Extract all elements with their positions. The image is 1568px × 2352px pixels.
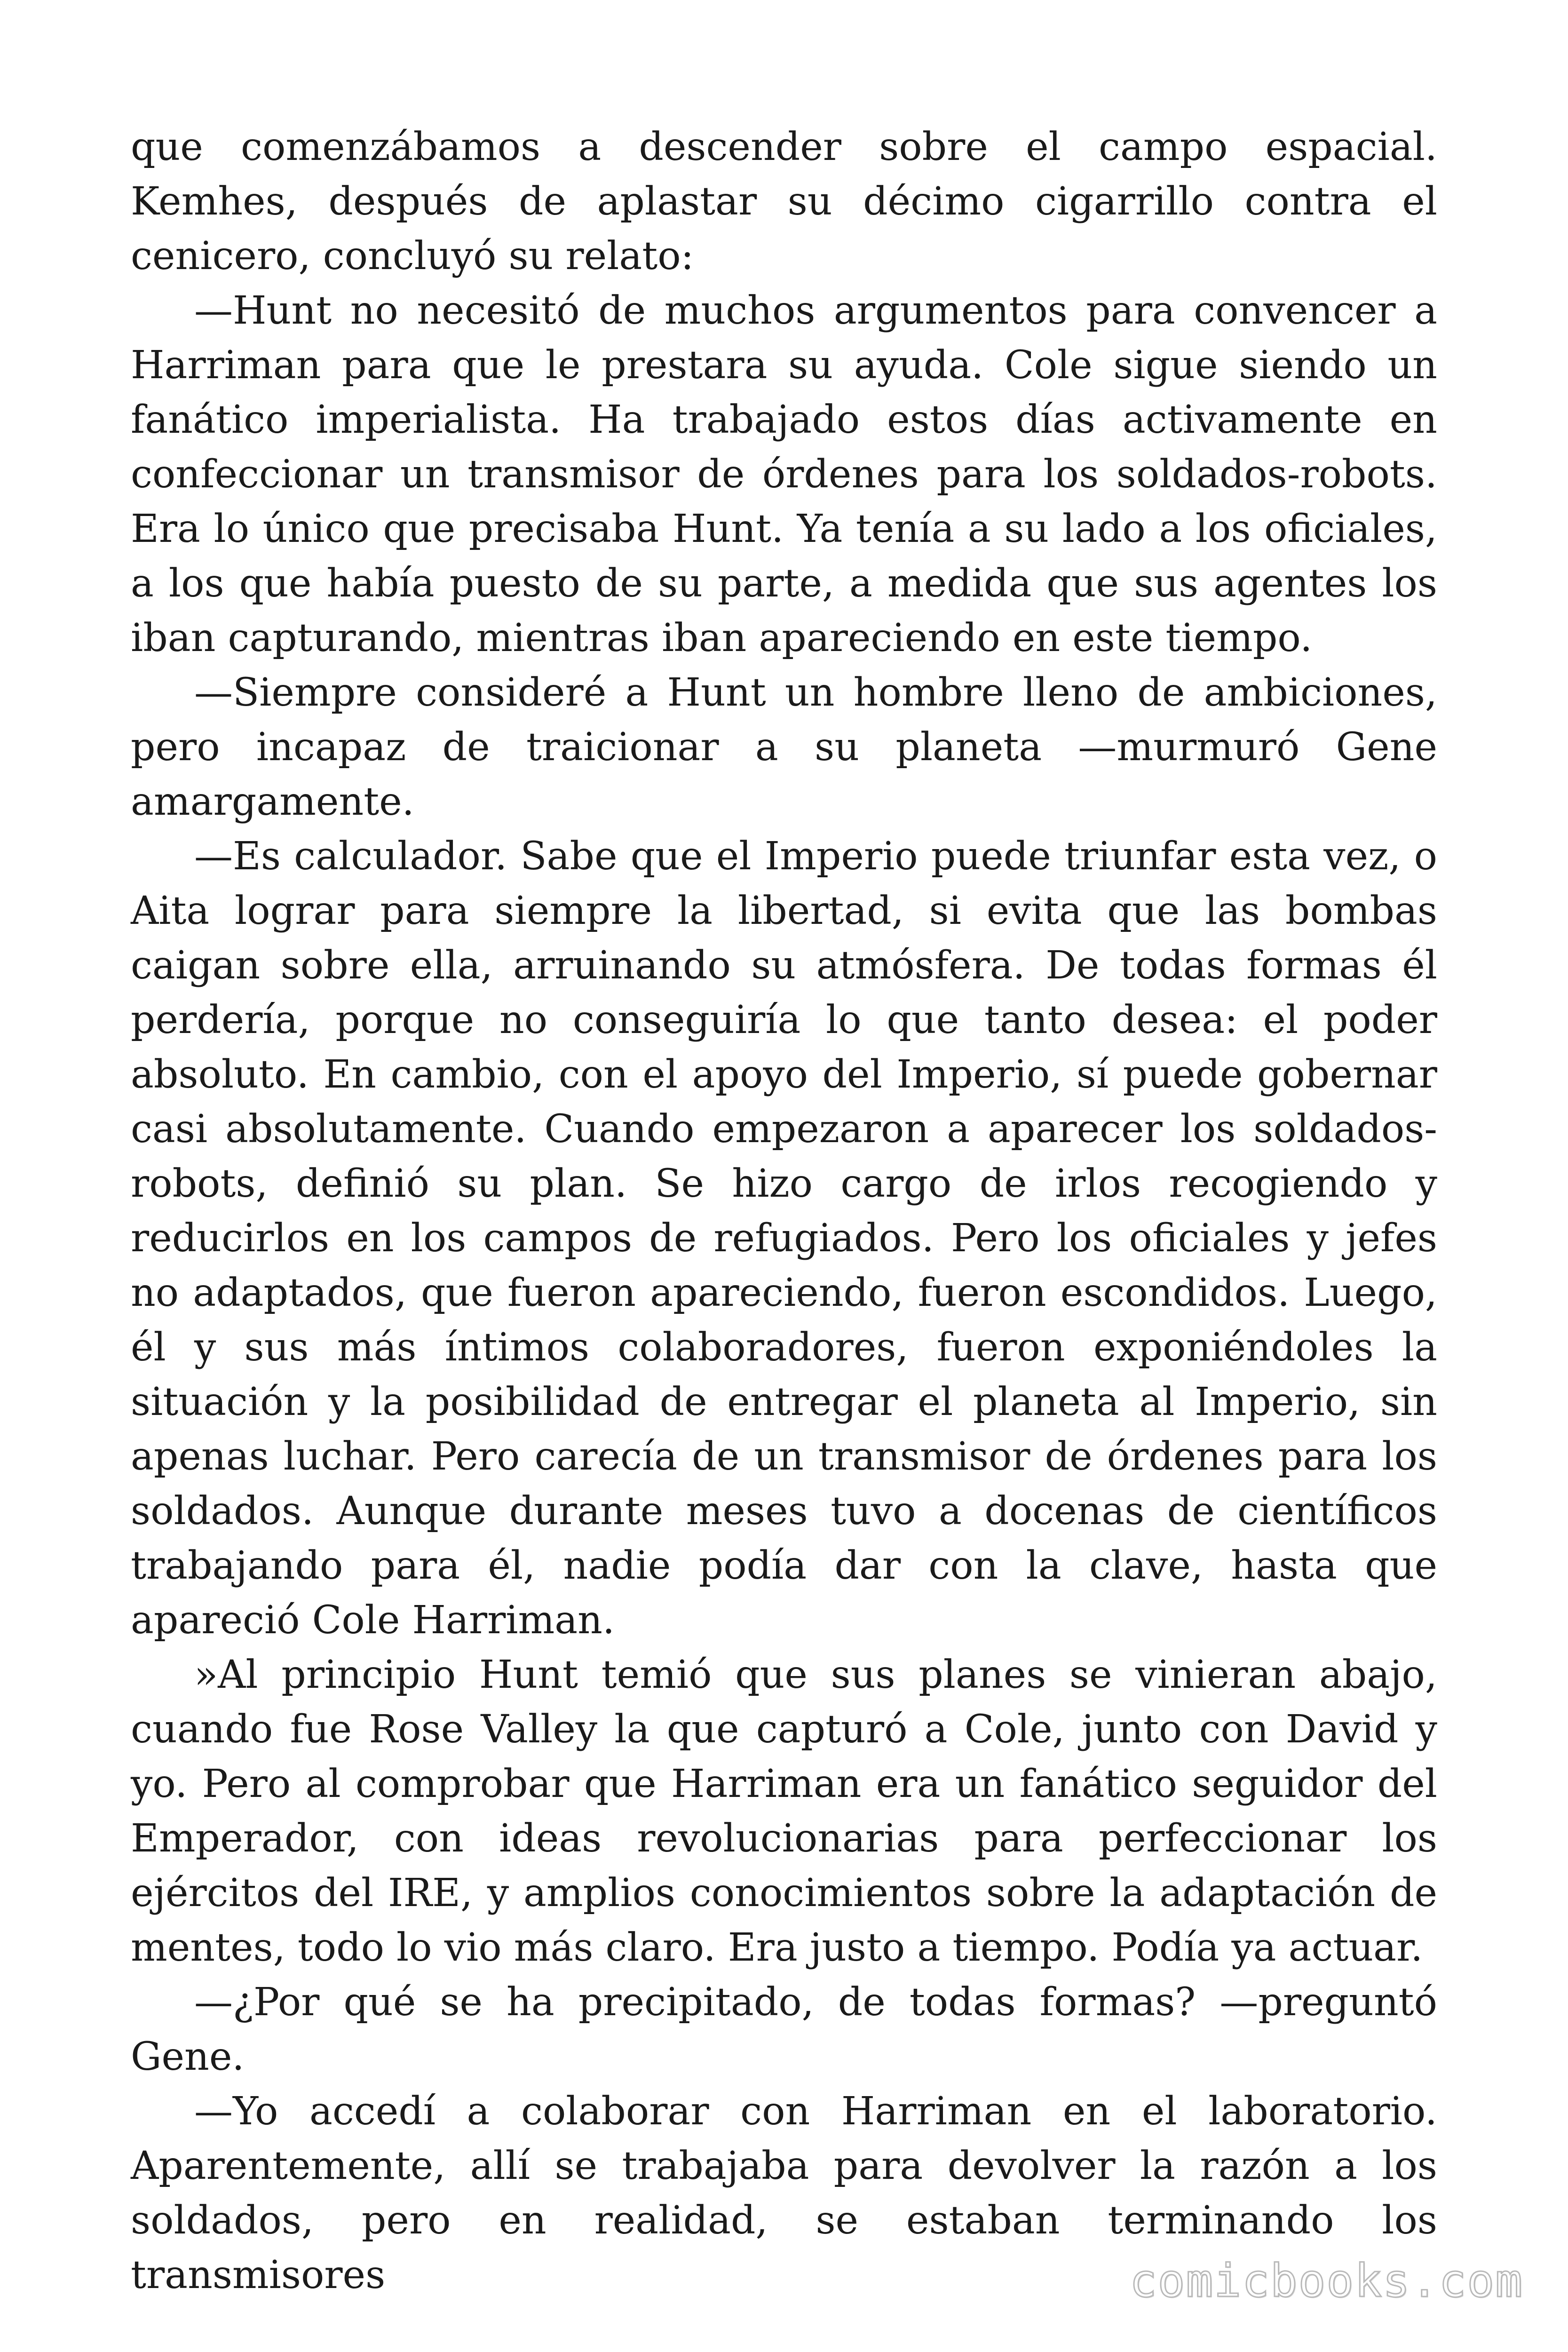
paragraph-3: —Siempre consideré a Hunt un hombre lleno de ambiciones, pero incapaz de traicionar a su planeta —murmuró Gene amargamente. [131,670,1437,824]
paragraph-6: —¿Por qué se ha precipitado, de todas formas? —preguntó Gene. [131,1980,1437,2079]
document-body [131,120,1437,2303]
paragraph-5: »Al principio Hunt temió que sus planes se vinieran abajo, cuando fue Rose Valley la que capturó a Cole, junto con David y yo. Pero al comprobar que Harriman era un fanático seguidor del Emperador, con ideas revolucionarias para perfeccionar los ejércitos del IRE, y amplios conocimientos sobre la adaptación de mentes, todo lo vio más claro. Era justo a tiempo. Podía ya actuar. [131,1653,1437,1970]
paragraph-7: —Yo accedí a colaborar con Harriman en el laboratorio. Aparentemente, allí se trabajaba para devolver la razón a los soldados, pero en realidad, se estaban terminando los transmisores [131,2089,1437,2297]
watermark: comicbooks.com [1129,2255,1523,2307]
paragraph-1: que comenzábamos a descender sobre el campo espacial. Kemhes, después de aplastar su décimo cigarrillo contra el cenicero, concluyó su relato: [131,125,1437,278]
paragraph-2: —Hunt no necesitó de muchos argumentos para convencer a Harriman para que le prestara su ayuda. Cole sigue siendo un fanático imperialista. Ha trabajado estos días activamente en confeccionar un transmisor de órdenes para los soldados-robots. Era lo único que precisaba Hunt. Ya tenía a su lado a los oficiales, a los que había puesto de su parte, a medida que sus agentes los iban capturando, mientras iban apareciendo en este tiempo. [131,288,1437,660]
paragraph-4: —Es calculador. Sabe que el Imperio puede triunfar esta vez, o Aita lograr para siempre la libertad, si evita que las bombas caigan sobre ella, arruinando su atmósfera. De todas formas él perdería, porque no conseguiría lo que tanto desea: el poder absoluto. En cambio, con el apoyo del Imperio, sí puede gobernar casi absolutamente. Cuando empezaron a aparecer los soldados-robots, definió su plan. Se hizo cargo de irlos recogiendo y reducirlos en los campos de refugiados. Pero los oficiales y jefes no adaptados, que fueron apareciendo, fueron escondidos. Luego, él y sus más íntimos colaboradores, fueron exponiéndoles la situación y la posibilidad de entregar el planeta al Imperio, sin apenas luchar. Pero carecía de un transmisor de órdenes para los soldados. Aunque durante meses tuvo a docenas de científicos trabajando para él, nadie podía dar con la clave, hasta que apareció Cole Harriman. [131,834,1437,1643]
